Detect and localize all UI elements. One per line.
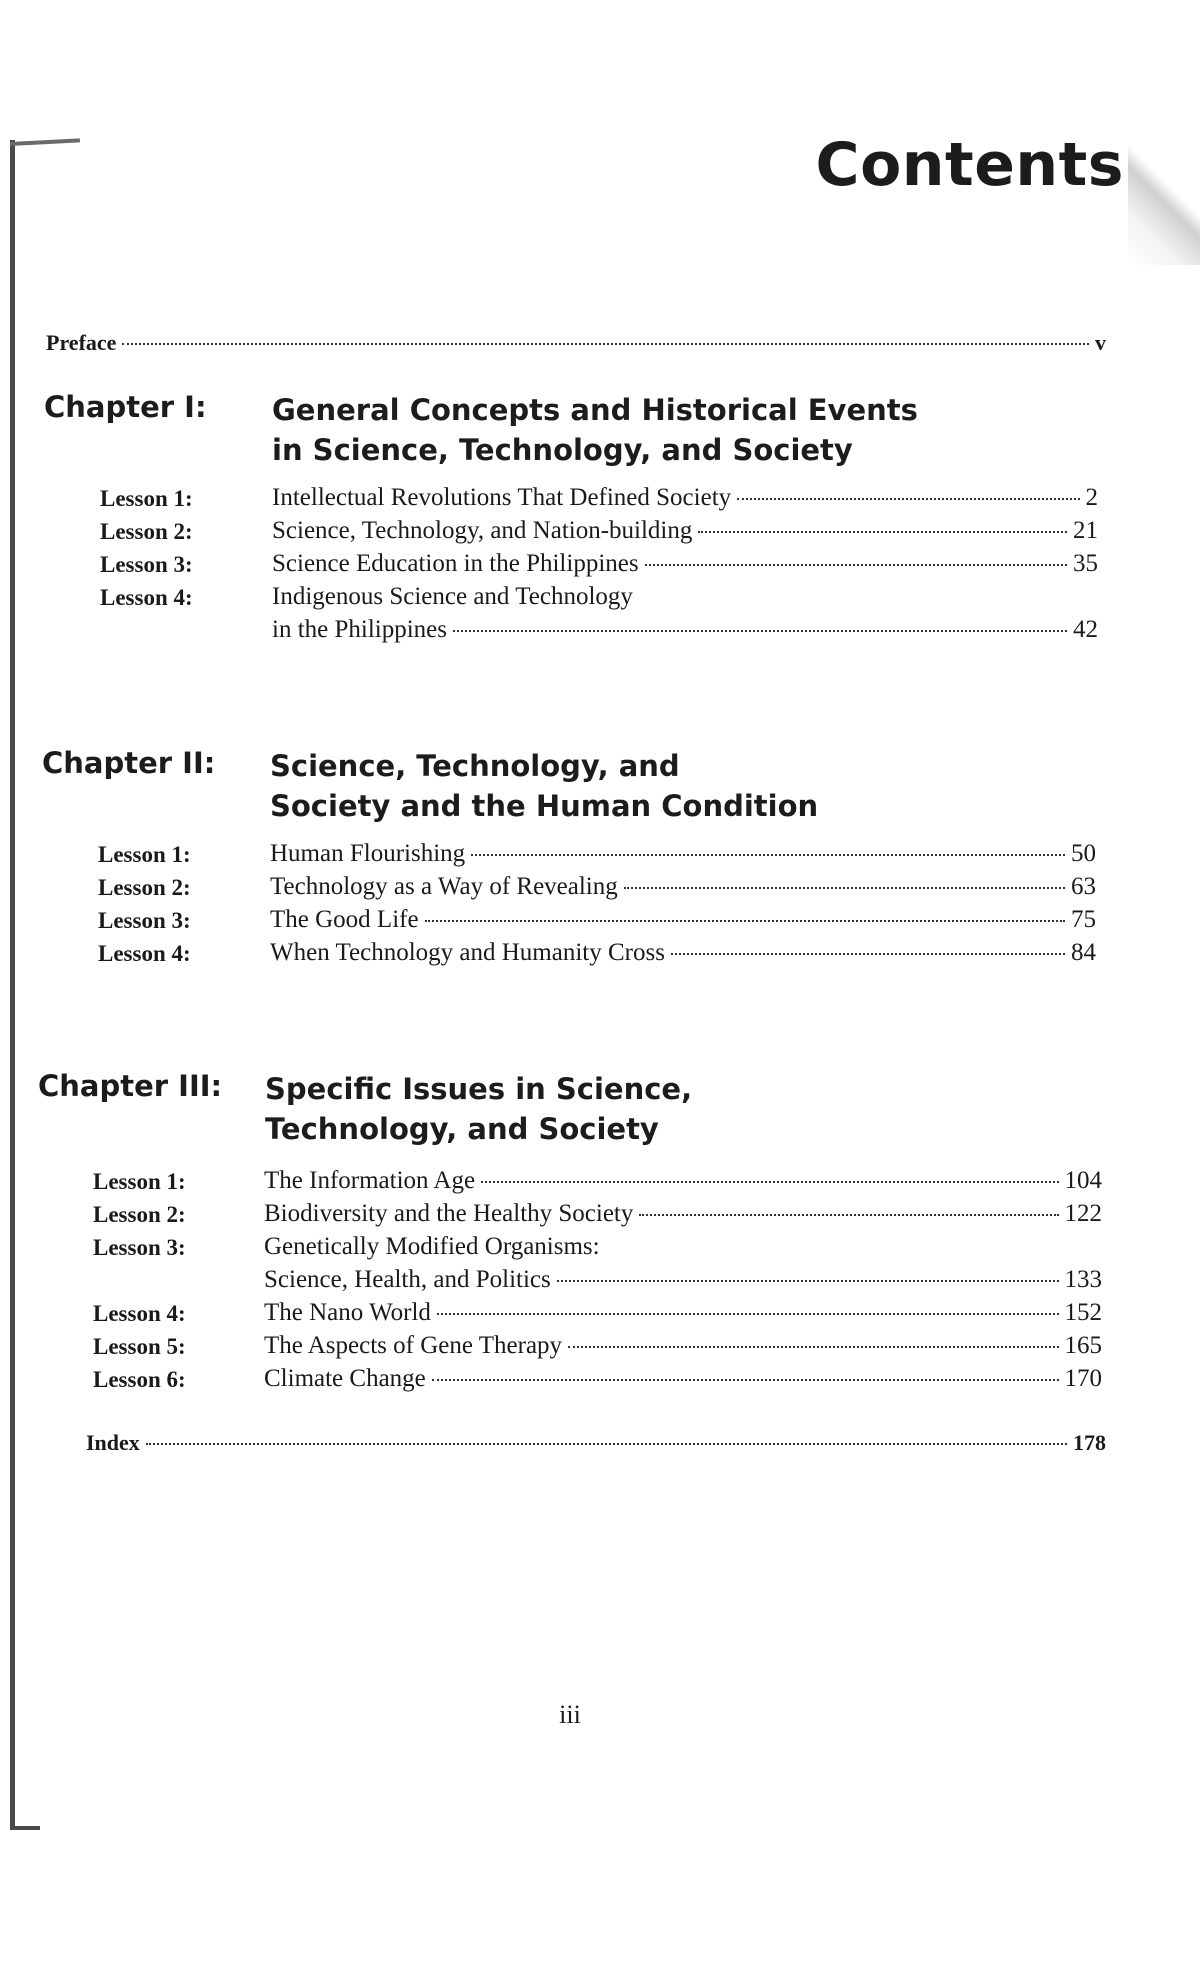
- lesson-title: Science, Technology, and Nation-building: [272, 517, 693, 544]
- lesson-page: 122: [1064, 1200, 1102, 1227]
- lesson-page: 42: [1073, 616, 1098, 643]
- toc-entry-preface: [46, 330, 1106, 356]
- toc-entry-lesson: [264, 1332, 1102, 1360]
- chapter-title-line: Science, Technology, and: [270, 749, 680, 783]
- lesson-page: 133: [1064, 1266, 1102, 1293]
- lesson-title: The Aspects of Gene Therapy: [264, 1332, 563, 1359]
- lesson-title: Technology as a Way of Revealing: [270, 873, 618, 900]
- dot-leader: [453, 630, 1067, 632]
- lesson-title: Biodiversity and the Healthy Society: [264, 1200, 634, 1227]
- lesson-page: 170: [1064, 1365, 1102, 1392]
- lesson-title: Climate Change: [264, 1365, 426, 1392]
- lesson-title: The Nano World: [264, 1299, 431, 1326]
- lesson-page: 2: [1085, 484, 1098, 511]
- lesson-label: Lesson 3:: [98, 908, 191, 933]
- lesson-title: Human Flourishing: [270, 840, 466, 867]
- lesson-label: Lesson 4:: [100, 585, 193, 610]
- lesson-label: Lesson 2:: [93, 1202, 186, 1227]
- chapter-title-line: General Concepts and Historical Events: [272, 393, 918, 427]
- chapter-title-line: in Science, Technology, and Society: [272, 433, 853, 467]
- dot-leader: [698, 531, 1067, 533]
- page-number: iii: [559, 1700, 581, 1729]
- toc-entry-lesson: [270, 873, 1096, 901]
- lesson-title: Science Education in the Philippines: [272, 550, 639, 577]
- page-edge-corner-top: [10, 138, 80, 146]
- lesson-page: 75: [1071, 906, 1096, 933]
- toc-entry-lesson: [272, 550, 1098, 578]
- lesson-title: The Good Life: [270, 906, 419, 933]
- lesson-title: When Technology and Humanity Cross: [270, 939, 665, 966]
- lesson-page: 165: [1064, 1332, 1102, 1359]
- toc-entry-page: v: [1095, 330, 1106, 355]
- dot-leader: [639, 1214, 1058, 1216]
- toc-entry-lesson: [270, 906, 1096, 934]
- lesson-title: The Information Age: [264, 1167, 476, 1194]
- lesson-title-first-line: Indigenous Science and Technology: [272, 583, 633, 610]
- dot-leader: [568, 1346, 1058, 1348]
- lesson-page: 152: [1064, 1299, 1102, 1326]
- toc-entry-lesson: [272, 517, 1098, 545]
- toc-entry-lesson: [272, 616, 1098, 644]
- lesson-page: 50: [1071, 840, 1096, 867]
- toc-entry-lesson: [264, 1200, 1102, 1228]
- page-edge-line: [10, 140, 15, 1830]
- dot-leader: [471, 854, 1065, 856]
- lesson-page: 21: [1073, 517, 1098, 544]
- lesson-page: 63: [1071, 873, 1096, 900]
- lesson-label: Lesson 2:: [98, 875, 191, 900]
- toc-entry-page: 178: [1073, 1430, 1106, 1455]
- chapter-title: [265, 1069, 965, 1149]
- dot-leader: [557, 1280, 1059, 1282]
- page-title: Contents: [815, 130, 1124, 200]
- lesson-page: 35: [1073, 550, 1098, 577]
- lesson-label: Lesson 1:: [98, 842, 191, 867]
- lesson-title: in the Philippines: [272, 616, 447, 643]
- dot-leader: [645, 564, 1067, 566]
- lesson-label: Lesson 1:: [93, 1169, 186, 1194]
- toc-entry-lesson: [264, 1266, 1102, 1294]
- lesson-title: Intellectual Revolutions That Defined Society: [272, 484, 732, 511]
- chapter-title: [272, 390, 972, 470]
- chapter-label: Chapter III:: [38, 1069, 223, 1103]
- lesson-label: Lesson 6:: [93, 1367, 186, 1392]
- toc-entry-lesson: [272, 484, 1098, 512]
- dot-leader: [481, 1181, 1058, 1183]
- chapter-title-line: Society and the Human Condition: [270, 789, 819, 823]
- lesson-label: Lesson 3:: [93, 1235, 186, 1260]
- toc-entry-index: [86, 1430, 1106, 1456]
- dot-leader: [122, 343, 1089, 345]
- dot-leader: [624, 887, 1065, 889]
- toc-entry-label: Index: [86, 1430, 140, 1455]
- lesson-label: Lesson 3:: [100, 552, 193, 577]
- chapter-title-line: Technology, and Society: [265, 1112, 659, 1146]
- dot-leader: [146, 1443, 1067, 1445]
- lesson-label: Lesson 2:: [100, 519, 193, 544]
- lesson-label: Lesson 1:: [100, 486, 193, 511]
- toc-entry-lesson: [264, 1299, 1102, 1327]
- dot-leader: [432, 1379, 1059, 1381]
- lesson-page: 84: [1071, 939, 1096, 966]
- dot-leader: [425, 920, 1065, 922]
- lesson-label: Lesson 4:: [98, 941, 191, 966]
- lesson-title: Science, Health, and Politics: [264, 1266, 551, 1293]
- chapter-label: Chapter II:: [42, 746, 216, 780]
- lesson-title-first-line: Genetically Modified Organisms:: [264, 1233, 600, 1260]
- toc-entry-lesson: [264, 1365, 1102, 1393]
- lesson-page: 104: [1064, 1167, 1102, 1194]
- lesson-label: Lesson 4:: [93, 1301, 186, 1326]
- page-corner-fold: [1128, 145, 1200, 265]
- page-edge-corner-bottom: [10, 1826, 40, 1830]
- chapter-label: Chapter I:: [44, 390, 207, 424]
- dot-leader: [671, 953, 1065, 955]
- toc-entry-lesson: [264, 1167, 1102, 1195]
- dot-leader: [437, 1313, 1059, 1315]
- chapter-title-line: Specific Issues in Science,: [265, 1072, 693, 1106]
- toc-entry-lesson: [270, 840, 1096, 868]
- toc-entry-lesson: [270, 939, 1096, 967]
- toc-entry-label: Preface: [46, 330, 117, 355]
- chapter-title: [270, 746, 970, 826]
- dot-leader: [737, 498, 1079, 500]
- lesson-label: Lesson 5:: [93, 1334, 186, 1359]
